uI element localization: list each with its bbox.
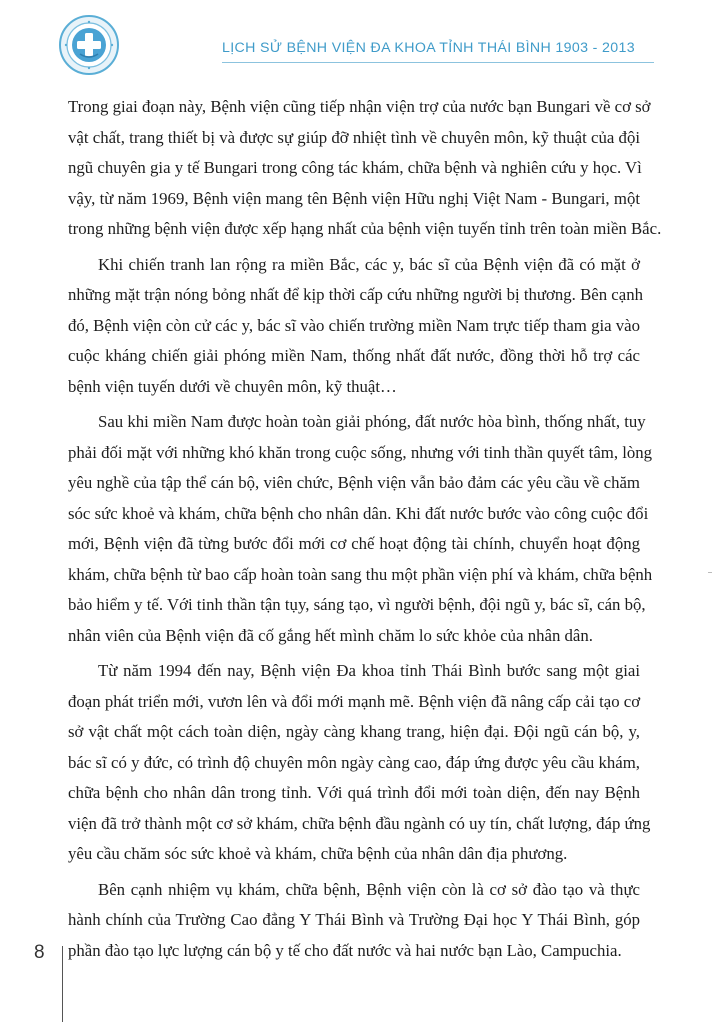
text-line: Trong giai đoạn này, Bệnh viện cũng tiếp nhận viện trợ của nước bạn Bungari về cơ sở [68, 97, 651, 116]
text-line: ngũ chuyên gia y tế Bungari trong công tác khám, chữa bệnh và nghiên cứu y học. Vì [68, 158, 642, 177]
paragraph [68, 92, 662, 245]
text-line: Từ năm 1994 đến nay, Bệnh viện Đa khoa tỉnh Thái Bình bước sang một giai [98, 661, 640, 680]
text-line: yêu cầu chăm sóc sức khoẻ và khám, chữa bệnh của nhân dân địa phương. [68, 844, 568, 863]
text-line: vậy, từ năm 1969, Bệnh viện mang tên Bệnh viện Hữu nghị Việt Nam - Bungari, một [68, 188, 640, 208]
text-line: khám, chữa bệnh từ bao cấp hoàn toàn sang thu một phần viện phí và khám, chữa bệnh [68, 564, 653, 584]
text-line: hành chính của Trường Cao đẳng Y Thái Bình và Trường Đại học Y Thái Bình, góp [68, 910, 640, 929]
text-line: bệnh viện tuyến dưới về chuyên môn, kỹ thuật… [68, 376, 397, 396]
text-line: chữa bệnh cho nhân dân trong tỉnh. Với quá trình đổi mới toàn diện, đến nay Bệnh [68, 783, 640, 802]
body-text [68, 92, 662, 966]
text-line: phải đối mặt với những khó khăn trong cuộc sống, nhưng với tinh thần quyết tâm, lòng [68, 442, 653, 462]
text-line: mới, Bệnh viện đã từng bước đổi mới cơ chế hoạt động tài chính, chuyển hoạt động [68, 534, 640, 553]
text-line: cuộc kháng chiến giải phóng miền Nam, thống nhất đất nước, đồng thời hỗ trợ các [68, 346, 640, 365]
text-line: sở vật chất một cách toàn diện, ngày càng khang trang, hiện đại. Đội ngũ cán bộ, y, [68, 722, 640, 741]
text-line: Sau khi miền Nam được hoàn toàn giải phóng, đất nước hòa bình, thống nhất, tuy [98, 412, 646, 431]
margin-mark [708, 572, 712, 573]
text-line: phần đào tạo lực lượng cán bộ y tế cho đất nước và hai nước bạn Lào, Campuchia. [68, 940, 622, 960]
text-line: yêu nghề của tập thể cán bộ, viên chức, Bệnh viện vẫn bảo đảm các yêu cầu về chăm [68, 473, 640, 492]
text-line: những mặt trận nóng bỏng nhất để kịp thời cấp cứu những người bị thương. Bên cạnh [68, 285, 643, 304]
text-line: nhân viên của Bệnh viện đã cố gắng hết mình chăm lo sức khỏe của nhân dân. [68, 625, 593, 645]
header-rule [222, 62, 654, 63]
paragraph [68, 250, 643, 403]
text-line: Bên cạnh nhiệm vụ khám, chữa bệnh, Bệnh viện còn là cơ sở đào tạo và thực [98, 879, 640, 899]
hospital-logo-icon [58, 14, 120, 76]
page-number-divider [62, 946, 63, 1022]
paragraph [68, 407, 653, 651]
text-line: trong những bệnh viện được xếp hạng nhất của bệnh viện tuyến tỉnh trên toàn miền Bắc. [68, 219, 662, 238]
page-header [0, 0, 718, 80]
text-line: đoạn phát triển mới, vươn lên và đổi mới mạnh mẽ. Bệnh viện đã nâng cấp cải tạo cơ [68, 691, 641, 711]
text-line: bác sĩ có y đức, có trình độ chuyên môn ngày càng cao, đáp ứng được yêu cầu khám, [68, 752, 640, 772]
text-line: vật chất, trang thiết bị và được sự giúp đỡ nhiệt tình về chuyên môn, kỹ thuật của đội [68, 127, 640, 147]
text-line: sóc sức khoẻ và khám, chữa bệnh cho nhân dân. Khi đất nước bước vào công cuộc đổi [68, 503, 649, 523]
text-line: Khi chiến tranh lan rộng ra miền Bắc, các y, bác sĩ của Bệnh viện đã có mặt ở [98, 254, 640, 274]
text-line: bảo hiểm y tế. Với tinh thần tận tụy, sáng tạo, vì người bệnh, đội ngũ y, bác sĩ, cán bộ, [68, 595, 646, 614]
text-line: đó, Bệnh viện còn cử các y, bác sĩ vào chiến trường miền Nam trực tiếp tham gia vào [68, 315, 640, 335]
paragraph [68, 875, 640, 967]
paragraph [68, 656, 651, 870]
text-line: viện đã trở thành một cơ sở khám, chữa bệnh đầu ngành có uy tín, chất lượng, đáp ứng [68, 813, 651, 833]
page-number: 8 [34, 942, 45, 963]
running-header-title: LỊCH SỬ BỆNH VIỆN ĐA KHOA TỈNH THÁI BÌNH 1903 - 2013 [222, 40, 635, 56]
